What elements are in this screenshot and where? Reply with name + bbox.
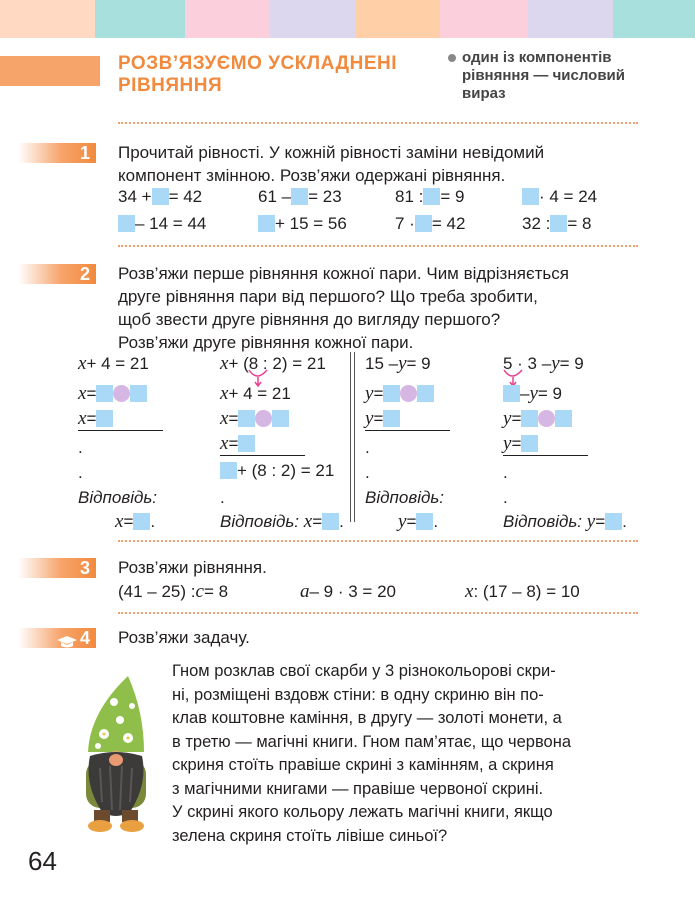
c3-answer-label: Відповідь: xyxy=(365,488,445,507)
task1-eq-1: 34 + = 42 xyxy=(118,187,203,206)
c4-dot: . xyxy=(503,463,508,482)
c2-check: + (8 : 2) = 21 xyxy=(220,459,334,482)
task4-text: Розв’яжи задачу. xyxy=(118,628,250,647)
blank-box xyxy=(96,410,113,427)
c2-step3: x= xyxy=(220,432,305,456)
page-number: 64 xyxy=(28,846,57,876)
blank-circle xyxy=(400,385,417,402)
blank-box xyxy=(130,385,147,402)
blank-circle xyxy=(255,410,272,427)
blank-box xyxy=(415,215,432,232)
c2-answer: Відповідь: x= . xyxy=(220,511,344,532)
blank-box xyxy=(258,215,275,232)
task3-text: Розв’яжи рівняння. xyxy=(118,558,267,577)
c3-dot: . xyxy=(365,463,370,482)
blank-box xyxy=(118,215,135,232)
c4-step1: –y= 9 xyxy=(503,382,562,405)
blank-box xyxy=(423,188,440,205)
blank-box xyxy=(152,188,169,205)
task-number-3: 3 xyxy=(18,558,96,578)
bullet-icon xyxy=(448,54,456,62)
c2-step1: x+ 4 = 21 xyxy=(220,383,291,404)
column-divider xyxy=(354,352,355,522)
task1-eq-7: 7 · = 42 xyxy=(395,214,466,233)
c3-step2: y= xyxy=(365,407,450,431)
blank-box xyxy=(521,410,538,427)
divider xyxy=(118,540,638,542)
task3-eq-3: x: (17 – 8) = 10 xyxy=(465,581,580,602)
task1-eq-3: 81 : = 9 xyxy=(395,187,465,206)
c1-dot: . xyxy=(78,438,83,457)
task-number-2: 2 xyxy=(18,264,96,284)
c4-step3: y= xyxy=(503,432,588,456)
c1-answer: x= . xyxy=(115,511,156,532)
blank-box xyxy=(272,410,289,427)
c1-step2: x= xyxy=(78,407,163,431)
blank-box xyxy=(322,513,339,530)
c4-answer: Відповідь: y= . xyxy=(503,511,627,532)
divider xyxy=(118,122,638,124)
blank-box xyxy=(383,385,400,402)
task1-eq-4: · 4 = 24 xyxy=(522,185,597,208)
c2-equation: x+ (8 : 2) = 21 xyxy=(220,353,326,374)
c3-dot: . xyxy=(365,438,370,457)
task1-text: Прочитай рівності. У кожній рівності заміни невідомий компонент змінною. Розв’яжи одержані рівняння. xyxy=(118,143,545,185)
blank-box xyxy=(522,188,539,205)
blank-circle xyxy=(113,385,130,402)
gnome-illustration xyxy=(70,672,162,834)
task1-eq-5: – 14 = 44 xyxy=(118,212,206,235)
task1-eq-8: 32 : = 8 xyxy=(522,214,592,233)
blank-box xyxy=(383,410,400,427)
c2-step2: x= xyxy=(220,407,289,430)
column-divider xyxy=(350,352,351,522)
blank-box xyxy=(291,188,308,205)
task4-problem: Гном розклав свої скарби у 3 різнокольорові скри- ні, розміщені вздовж стіни: в одну скриню він по- клав коштовне каміння, в другу — золоті монети, а в третю — магічні книги. Гном пам’ятає, що червона скриня стоїть правіше скрині з камінням, а скриня з магічними книгами — правіше червоної скрині. У скрині якого кольору лежать магічні книги, якщо зелена скриня стоїть лівіше синьої? xyxy=(172,662,571,845)
c1-dot: . xyxy=(78,463,83,482)
blank-box xyxy=(503,385,520,402)
blank-box xyxy=(555,410,572,427)
task3-eq-1: (41 – 25) :c= 8 xyxy=(118,581,229,602)
blank-circle xyxy=(538,410,555,427)
divider xyxy=(118,245,638,247)
task3-eq-2: a– 9 · 3 = 20 xyxy=(300,581,396,602)
c4-step2: y= xyxy=(503,407,572,430)
blank-box xyxy=(521,435,538,452)
blank-box xyxy=(238,410,255,427)
blank-box xyxy=(133,513,150,530)
c1-equation: x+ 4 = 21 xyxy=(78,353,149,374)
title-bar xyxy=(0,56,100,86)
page-title: РОЗВ’ЯЗУЄМО УСКЛАДНЕНІ РІВНЯННЯ xyxy=(118,53,397,96)
divider xyxy=(118,612,638,614)
blank-box xyxy=(96,385,113,402)
task-number-1: 1 xyxy=(18,143,96,163)
c3-answer: y= . xyxy=(398,511,439,532)
c3-equation: 15 –y= 9 xyxy=(365,353,431,374)
blank-box xyxy=(220,462,237,479)
task2-text: Розв’яжи перше рівняння кожної пари. Чим відрізняється друге рівняння пари від першого? Що треба зробити, щоб звести друге рівняння до вигляду першого? Розв’яжи друге рівняння кожної пари. xyxy=(118,264,569,352)
blank-box xyxy=(550,215,567,232)
blank-box xyxy=(605,513,622,530)
task-number-4: 4 xyxy=(18,628,96,648)
c3-step1: y= xyxy=(365,382,434,405)
blank-box xyxy=(416,513,433,530)
task1-eq-6: + 15 = 56 xyxy=(258,212,347,235)
topic-note: один із компонентів рівняння — числовий вираз xyxy=(448,49,625,103)
blank-box xyxy=(417,385,434,402)
c1-answer-label: Відповідь: xyxy=(78,488,158,507)
task1-eq-2: 61 – = 23 xyxy=(258,187,342,206)
blank-box xyxy=(238,435,255,452)
graduation-cap-icon xyxy=(56,632,78,644)
c1-step1: x= xyxy=(78,382,147,405)
c2-dot: . xyxy=(220,488,225,507)
c4-dot: . xyxy=(503,488,508,507)
c4-equation: 5 · 3 –y= 9 xyxy=(503,353,584,374)
